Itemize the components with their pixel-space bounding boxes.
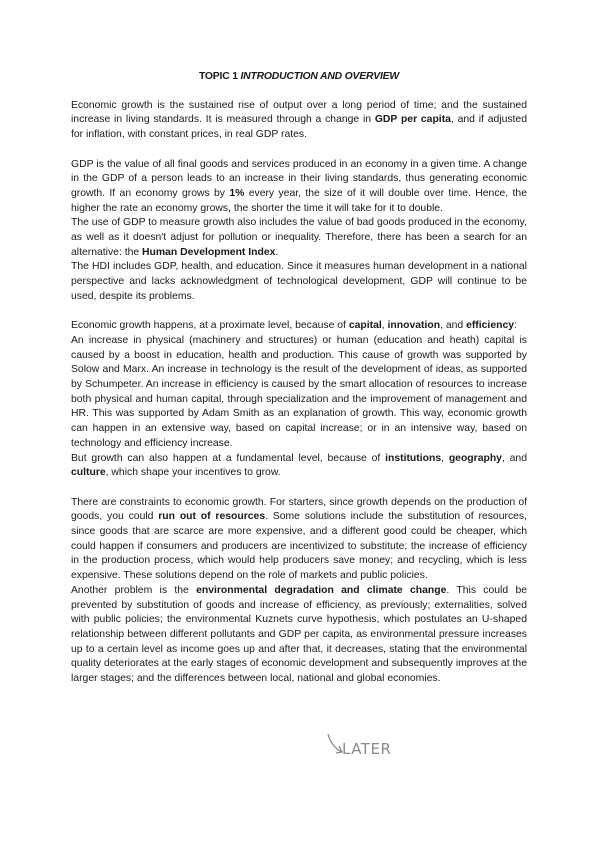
text-run: , which shape your incentives to grow. <box>105 467 281 479</box>
text-run: The HDI includes GDP, health, and education. Since it measures human development in a national perspective and lacks acknowledgment of technological development, GDP will continue to be used, despite its problems. <box>71 261 527 302</box>
paragraph <box>71 260 527 304</box>
text-run: , and <box>501 452 527 464</box>
paragraph <box>71 319 527 334</box>
bold-term: 1% <box>229 187 245 199</box>
bold-term: capital <box>348 320 382 332</box>
text-run: An increase in physical (machinery and structures) or human (education and heath) capital is caused by a boost in education, health and production. This cause of growth was supported by Solow and Marx. An increase in technology is the result of the development of ideas, as supported by Schumpeter. An increase in efficiency is caused by the smart allocation of resources to increase both physical and human capital, through specialization and the improvement of management and HR. This was supported by Adam Smith as an explanation of growth. This way, economic growth can happen in an extensive way, based on capital increase; or in an intensive way, based on technology and efficiency increase. <box>71 334 527 449</box>
paragraph <box>71 99 527 143</box>
text-run: There are constraints to economic growth. For starters, since growth depends on the production of goods, you could <box>71 496 527 523</box>
paragraph-gap <box>71 305 527 320</box>
text-run: Economic growth happens, at a proximate level, because of <box>71 320 349 332</box>
bold-term: Human Development Index <box>142 246 276 258</box>
topic-title: INTRODUCTION AND OVERVIEW <box>240 71 400 82</box>
text-run: GDP is the value of all final goods and services produced in an economy in a given time. A change in the GDP of a person leads to an increase in their living standards, thus generating economic growth. If an economy grows by <box>71 158 527 199</box>
paragraph <box>71 584 527 687</box>
page-title <box>71 70 527 85</box>
text-run: The use of GDP to measure growth also includes the value of bad goods produced in the economy, as well as it doesn't adjust for pollution or inequality. Therefore, there has been a search for an alternative: the <box>71 217 527 258</box>
text-run: , <box>381 320 388 332</box>
paragraph <box>71 334 527 452</box>
text-run: every year, the size of it will double over time. Hence, the higher the rate an economy grows, the shorter the time it will take for it to double. <box>71 187 527 214</box>
bold-term: GDP per capita <box>374 114 451 126</box>
text-run: . <box>275 246 279 258</box>
bold-term: culture <box>71 467 106 479</box>
bold-term: run out of resources <box>158 511 266 523</box>
bold-term: efficiency <box>466 320 514 332</box>
paragraph <box>71 496 527 584</box>
text-run: , and if adjusted for inflation, with constant prices, in real GDP rates. <box>71 114 527 141</box>
paragraph-gap <box>71 481 527 496</box>
text-run: . This could be prevented by substitution of goods and increase of efficiency, as previously; externalities, solved with public policies; the environmental Kuznets curve hypothesis, which postulates an U-shaped relationship between different pollutants and GDP per capita, as environmental pressure increases up to a certain level as income goes up and after that, it decreases, stating that the environmental quality deteriorates at the early stages of economic development and subsequently improves at the larger stages; and the differences between local, national and global economies. <box>71 584 527 685</box>
body-text <box>71 99 527 687</box>
paragraph <box>71 216 527 260</box>
text-run: But growth can also happen at a fundamental level, because of <box>71 452 386 464</box>
text-run: . Some solutions include the substitution of resources, since goods that are scarce are more expensive, and a different good could be cheaper, which could happen if consumers and producers are incentivized to substitute; the increase of efficiency in the production process, which would help producers save money; and recycling, which is less expensive. These solutions depend on the role of markets and public policies. <box>71 511 528 582</box>
paragraph <box>71 452 527 481</box>
document-page <box>71 70 527 687</box>
bold-term: geography <box>448 452 502 464</box>
topic-number: TOPIC 1 <box>198 71 238 82</box>
bold-term: institutions <box>385 452 442 464</box>
paragraph <box>71 158 527 217</box>
text-run: , and <box>440 320 467 332</box>
text-run: : <box>514 320 517 332</box>
paragraph-gap <box>71 143 527 158</box>
handwritten-note: LATER <box>342 740 392 758</box>
text-run: , <box>441 452 449 464</box>
bold-term: environmental degradation and climate change <box>196 584 447 596</box>
bold-term: innovation <box>387 320 441 332</box>
text-run: Economic growth is the sustained rise of output over a long period of time; and the sustained increase in living standards. It is measured through a change in <box>71 99 527 126</box>
text-run: Another problem is the <box>71 584 197 596</box>
